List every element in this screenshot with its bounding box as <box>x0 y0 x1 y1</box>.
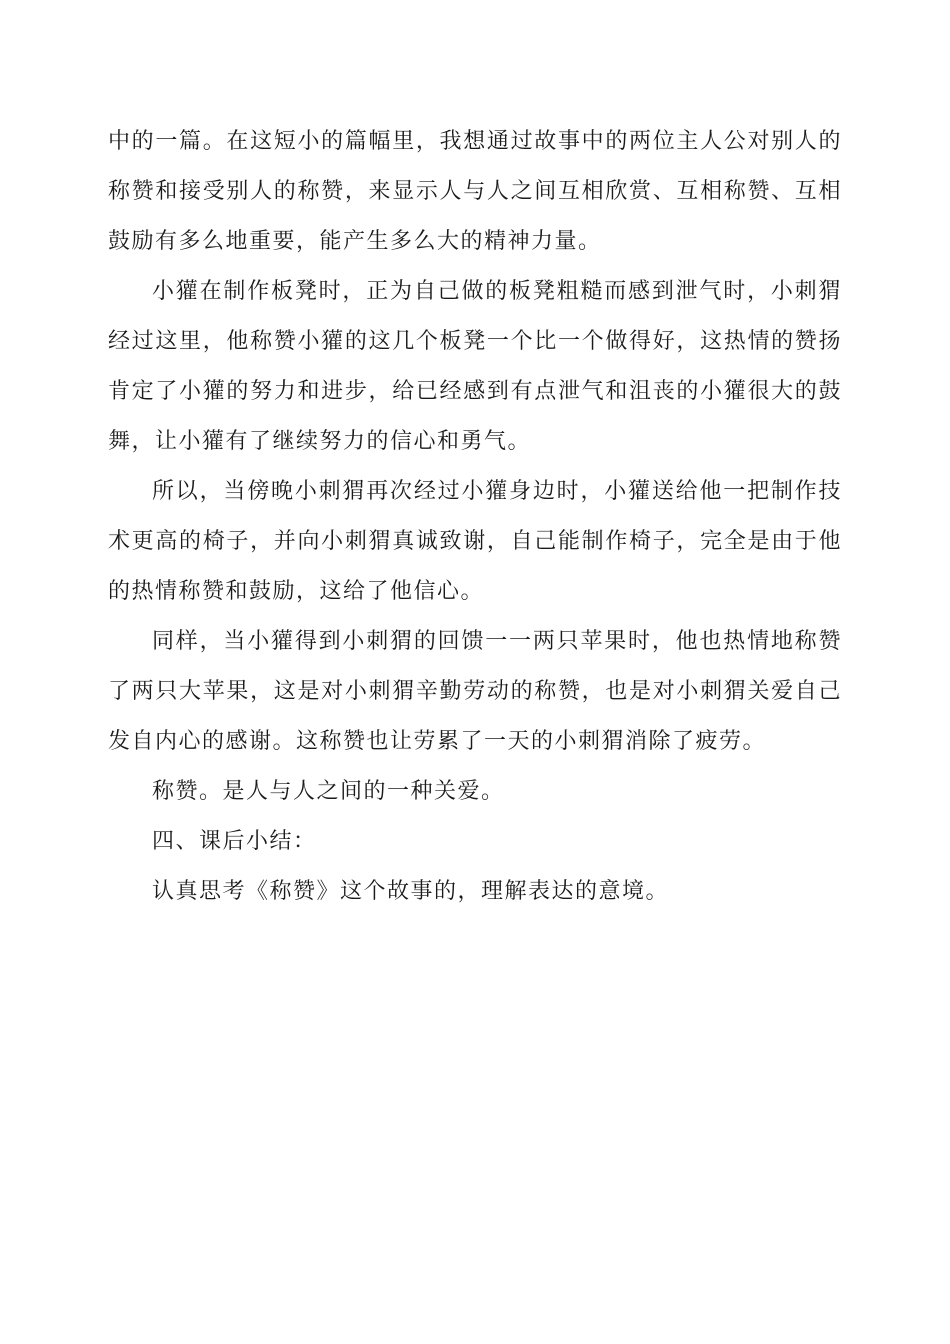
paragraph-praise-from-hedgehog: 小獾在制作板凳时，正为自己做的板凳粗糙而感到泄气时，小刺猬经过这里，他称赞小獾的这几个板凳一个比一个做得好，这热情的赞扬肯定了小獾的努力和进步，给已经感到有点泄气和沮丧的小獾很大的鼓舞，让小獾有了继续努力的信心和勇气。 <box>108 279 842 454</box>
section-heading-summary: 四、课后小结： <box>152 829 317 854</box>
paragraph-chair-gift: 所以，当傍晚小刺猬再次经过小獾身边时，小獾送给他一把制作技术更高的椅子，并向小刺猬真诚致谢，自己能制作椅子，完全是由于他的热情称赞和鼓励，这给了他信心。 <box>108 479 842 604</box>
paragraph-praise-summary: 称赞。是人与人之间的一种关爱。 <box>152 779 505 804</box>
paragraph-apples: 同样，当小獾得到小刺猬的回馈一一两只苹果时，他也热情地称赞了两只大苹果，这是对小刺猬辛勤劳动的称赞，也是对小刺猬关爱自己发自内心的感谢。这称赞也让劳累了一天的小刺猬消除了疲劳。 <box>108 629 842 754</box>
paragraph-continuation: 中的一篇。在这短小的篇幅里，我想通过故事中的两位主人公对别人的称赞和接受别人的称赞，来显示人与人之间互相欣赏、互相称赞、互相鼓励有多么地重要，能产生多么大的精神力量。 <box>108 129 842 254</box>
paragraph-homework: 认真思考《称赞》这个故事的，理解表达的意境。 <box>152 879 670 904</box>
